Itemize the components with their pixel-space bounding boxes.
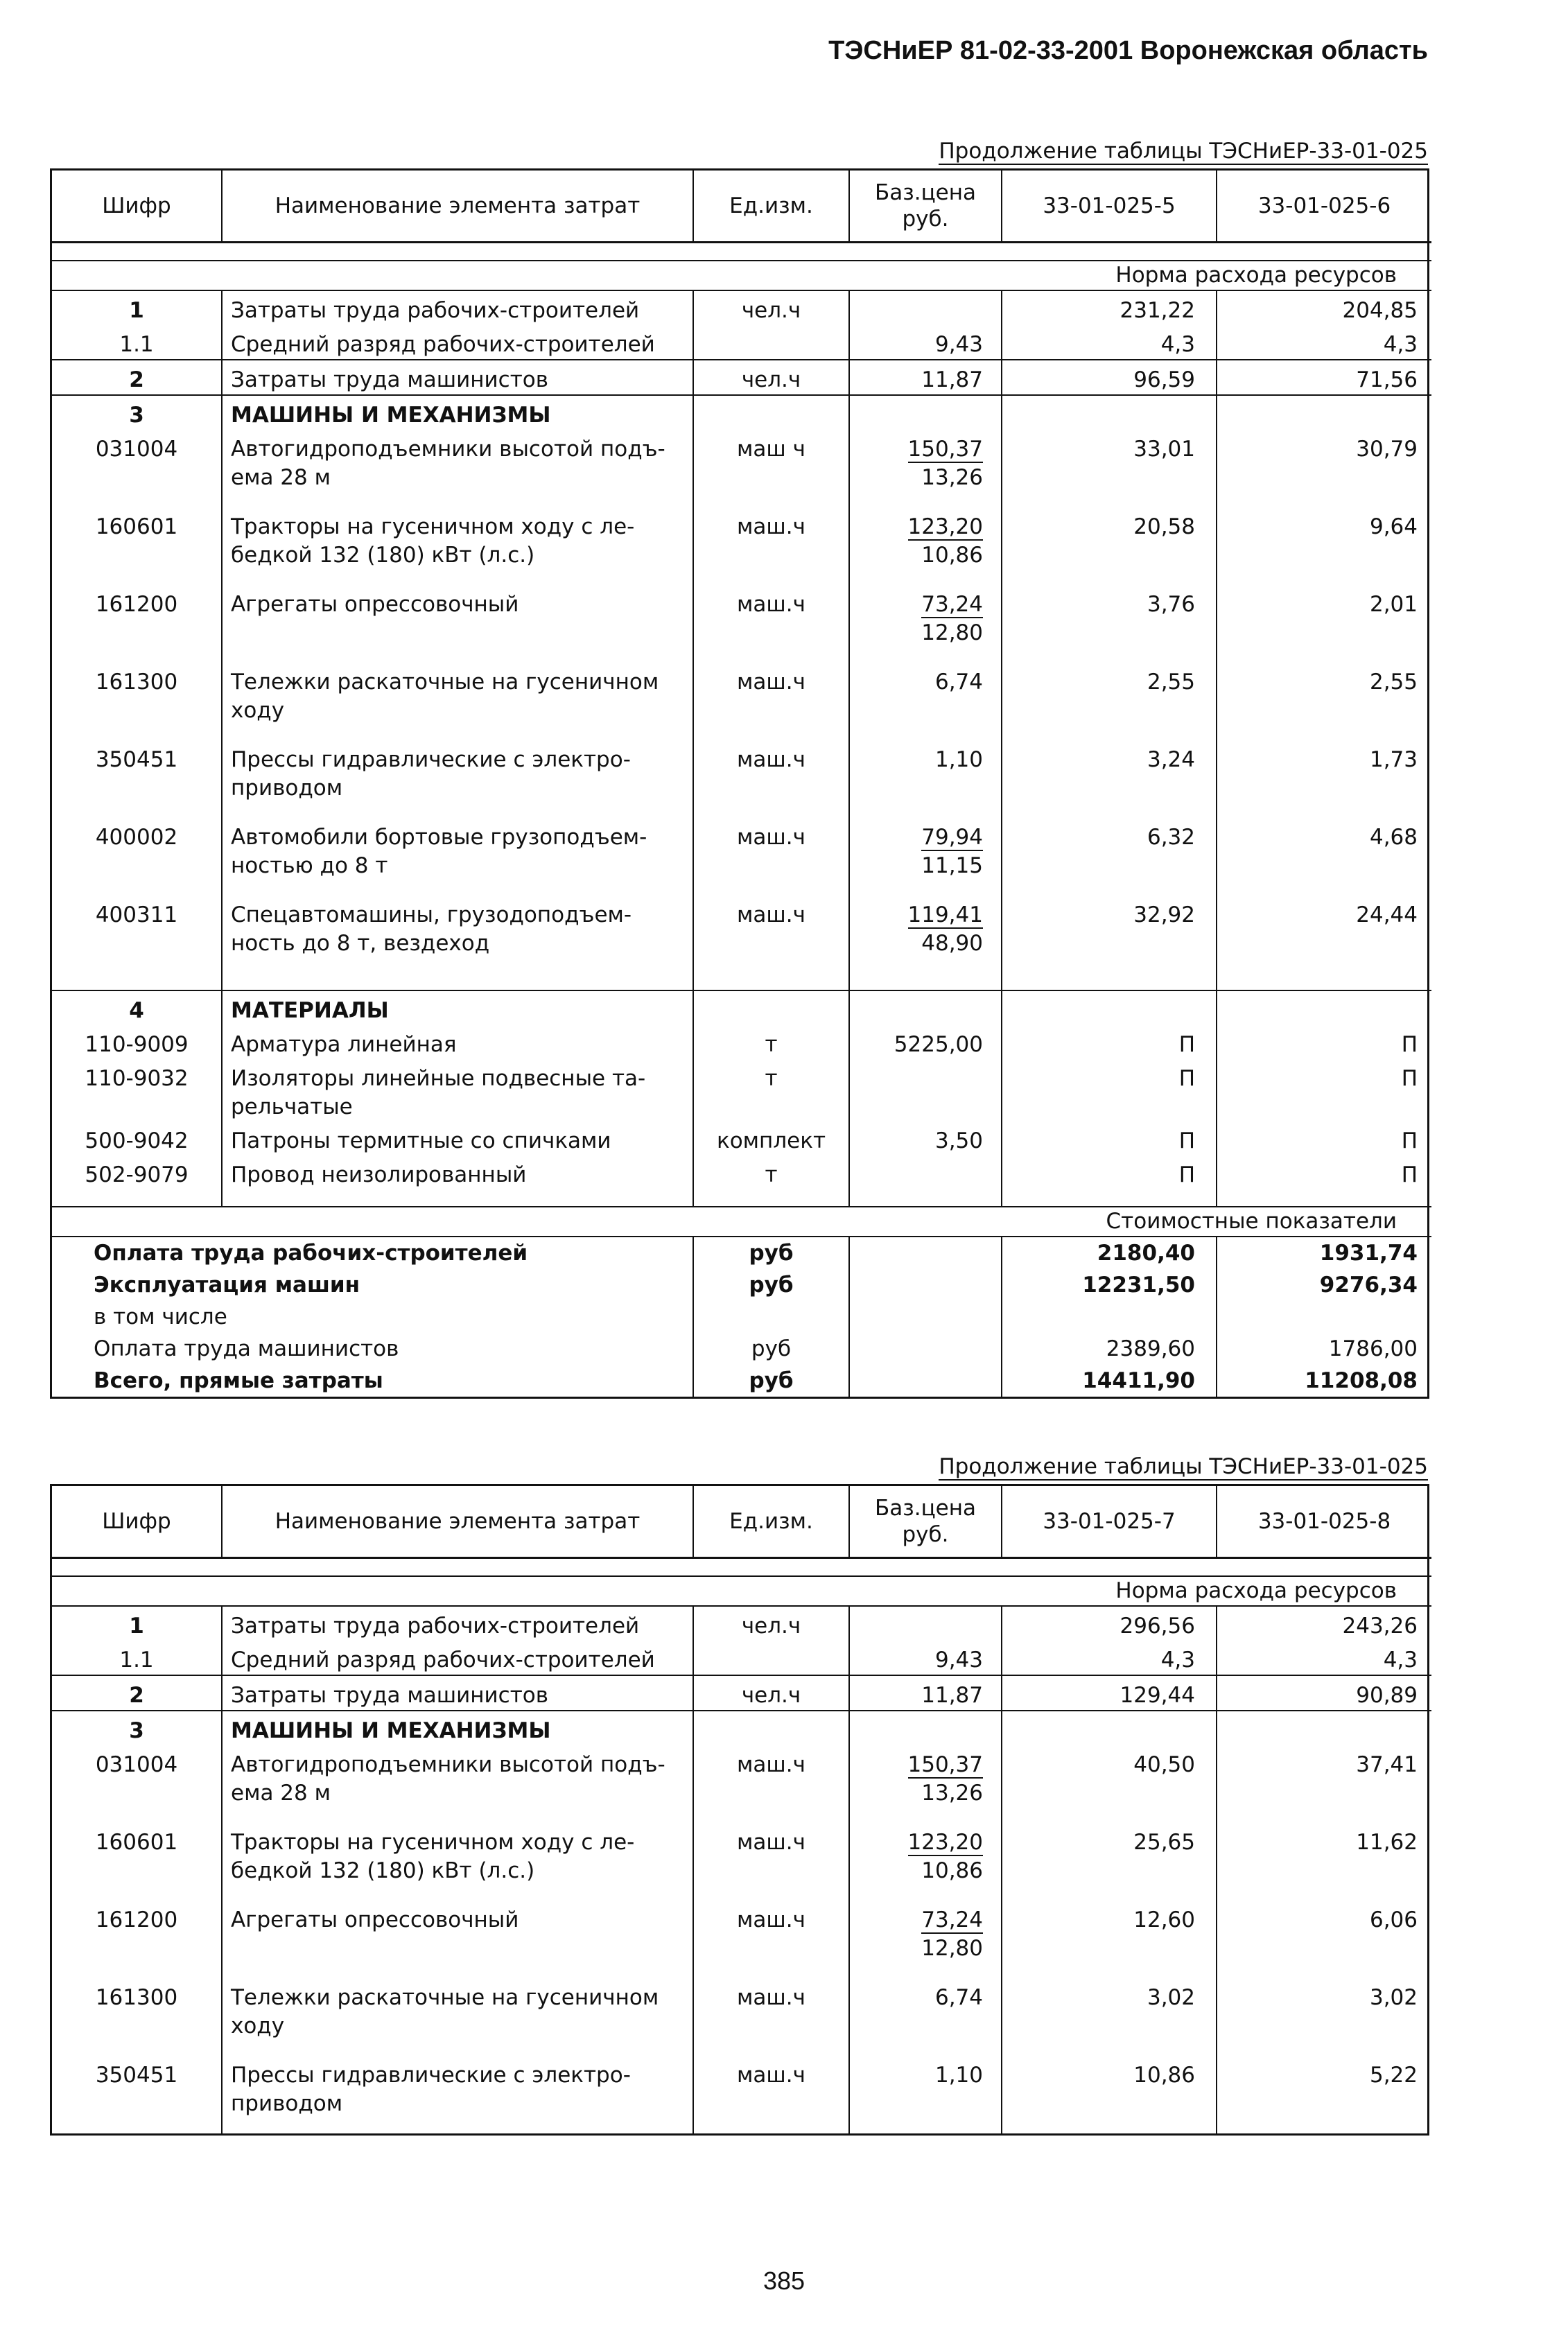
row-price [849, 663, 1002, 740]
row-price [849, 1978, 1002, 2056]
row-unit: маш.ч [693, 663, 849, 740]
column-header-name: Наименование элемента затрат [222, 171, 693, 243]
row-name-line2: бедкой 132 (180) кВт (л.с.) [231, 1858, 535, 1883]
row-name-line1: Прессы гидравлические с электро- [231, 2063, 631, 2088]
row-code: 350451 [95, 2063, 178, 2088]
row-value-b: 5,22 [1217, 2056, 1431, 2133]
summary-value-a: 14411,90 [1002, 1365, 1217, 1397]
row-name-line1: Автомобили бортовые грузоподъем- [231, 825, 647, 850]
machine-row [52, 896, 1431, 973]
summary-row [52, 1269, 1431, 1301]
row-name-line1: Агрегаты опрессовочный [231, 1907, 519, 1932]
row-value-a: 3,24 [1002, 740, 1217, 818]
row-price [849, 430, 1002, 507]
row-value-b: П [1217, 1059, 1431, 1121]
row-price-wage: 10,86 [921, 1858, 983, 1883]
column-header-unit: Ед.изм. [693, 1486, 849, 1558]
row-name [222, 507, 693, 585]
row-price-total: 6,74 [934, 670, 983, 695]
section-row-machines [52, 1711, 1431, 1745]
summary-unit: руб [693, 1365, 849, 1397]
row-value-a: 3,02 [1002, 1978, 1217, 2056]
row-unit: т [693, 1155, 849, 1189]
row-name [222, 1121, 693, 1155]
table-row [52, 1675, 1431, 1711]
row-price: 11,87 [849, 360, 1002, 395]
row-price-total: 73,24 [921, 1907, 983, 1932]
row-name [222, 1823, 693, 1901]
machine-row [52, 430, 1431, 507]
row-name-line1: Агрегаты опрессовочный [231, 592, 519, 617]
summary-row [52, 1333, 1431, 1365]
row-name [222, 1901, 693, 1978]
row-name-line1: Спецавтомашины, грузодоподъем- [231, 902, 632, 927]
row-price [849, 1059, 1002, 1121]
row-name-line2: ность до 8 т, вездеход [231, 931, 490, 956]
row-name-line1: Тележки раскаточные на гусеничном [231, 1985, 659, 2010]
row-price: 9,43 [849, 325, 1002, 360]
material-row [52, 1121, 1431, 1155]
machine-row [52, 1901, 1431, 1978]
table-header-row [52, 1486, 1431, 1558]
row-value-a: П [1002, 1121, 1217, 1155]
table-row [52, 360, 1431, 395]
row-price-total: 123,20 [907, 1830, 983, 1855]
row-unit: маш.ч [693, 585, 849, 663]
row-name: Затраты труда машинистов [222, 1675, 693, 1711]
row-value-a: 40,50 [1002, 1745, 1217, 1823]
row-value-a: 20,58 [1002, 507, 1217, 585]
row-price: 11,87 [849, 1675, 1002, 1711]
section-title: МАШИНЫ И МЕХАНИЗМЫ [222, 395, 693, 430]
summary-value-a: 2389,60 [1002, 1333, 1217, 1365]
row-unit: маш.ч [693, 1823, 849, 1901]
norm-header: Норма расхода ресурсов [52, 1576, 1431, 1606]
summary-unit: руб [693, 1333, 849, 1365]
row-code: 1 [129, 1614, 144, 1639]
row-price-wage: 13,26 [921, 465, 983, 490]
row-name-line2: ностью до 8 т [231, 853, 388, 878]
row-price [849, 507, 1002, 585]
row-name-line1: Автогидроподъемники высотой подъ- [231, 1752, 665, 1777]
row-price [849, 1606, 1002, 1641]
row-name [222, 740, 693, 818]
row-value-a: 2,55 [1002, 663, 1217, 740]
row-price-total: 150,37 [907, 1752, 983, 1777]
cost-header-row [52, 1207, 1431, 1237]
row-price-wage: 48,90 [921, 931, 983, 956]
column-header-code: Шифр [52, 171, 222, 243]
row-value-a: 32,92 [1002, 896, 1217, 973]
section-row-machines [52, 395, 1431, 430]
resource-table-1 [50, 168, 1429, 1399]
section-code: 3 [129, 1718, 144, 1743]
summary-price [849, 1301, 1002, 1333]
row-code: 400311 [95, 902, 178, 927]
row-value-a: 231,22 [1002, 290, 1217, 325]
row-code: 161200 [95, 1907, 178, 1932]
row-price-total: 1,10 [934, 747, 983, 772]
row-value-b: 2,55 [1217, 663, 1431, 740]
summary-label: Оплата труда рабочих-строителей [94, 1241, 528, 1266]
row-code: 1 [129, 298, 144, 323]
row-code: 160601 [95, 514, 178, 539]
norm-header-row [52, 1576, 1431, 1606]
machine-row [52, 1745, 1431, 1823]
row-code: 161300 [95, 670, 178, 695]
row-value-b: 6,06 [1217, 1901, 1431, 1978]
row-unit [693, 325, 849, 360]
row-unit: маш ч [693, 430, 849, 507]
row-value-a: 33,01 [1002, 430, 1217, 507]
section-row-materials [52, 990, 1431, 1025]
row-unit: маш.ч [693, 2056, 849, 2133]
row-unit: маш.ч [693, 740, 849, 818]
row-price [849, 1901, 1002, 1978]
row-code: 2 [52, 1675, 222, 1711]
row-value-a: 3,76 [1002, 585, 1217, 663]
summary-row [52, 1237, 1431, 1269]
row-name: Затраты труда машинистов [222, 360, 693, 395]
summary-unit: руб [693, 1269, 849, 1301]
summary-value-b: 1931,74 [1217, 1237, 1431, 1269]
row-value-a: П [1002, 1059, 1217, 1121]
row-value-b: 204,85 [1217, 290, 1431, 325]
row-value-b: П [1217, 1025, 1431, 1059]
section-code: 3 [129, 403, 144, 428]
row-name [222, 1059, 693, 1121]
row-name: Затраты труда рабочих-строителей [222, 1606, 693, 1641]
row-name-line1: Изоляторы линейные подвесные та- [231, 1066, 646, 1091]
row-name: Затраты труда рабочих-строителей [222, 290, 693, 325]
row-name-line1: Провод неизолированный [231, 1162, 527, 1187]
row-value-b: 2,01 [1217, 585, 1431, 663]
norm-header: Норма расхода ресурсов [52, 261, 1431, 290]
summary-value-a [1002, 1301, 1217, 1333]
row-unit: маш.ч [693, 1745, 849, 1823]
row-code: 502-9079 [85, 1162, 189, 1187]
table-row [52, 325, 1431, 360]
row-name [222, 663, 693, 740]
row-value-b: 71,56 [1217, 360, 1431, 395]
row-price-wage: 12,80 [921, 1936, 983, 1961]
row-price-wage: 12,80 [921, 620, 983, 645]
row-price [849, 585, 1002, 663]
row-name-line2: ема 28 м [231, 465, 331, 490]
machine-row [52, 818, 1431, 896]
row-name [222, 2056, 693, 2133]
row-value-b: 4,3 [1217, 325, 1431, 360]
row-value-b: П [1217, 1155, 1431, 1189]
row-code: 031004 [95, 1752, 178, 1777]
row-unit: чел.ч [693, 290, 849, 325]
row-unit: маш.ч [693, 507, 849, 585]
row-unit: т [693, 1059, 849, 1121]
row-value-a: П [1002, 1155, 1217, 1189]
row-code: 500-9042 [85, 1128, 189, 1153]
section-code: 4 [52, 990, 222, 1025]
row-unit: чел.ч [693, 360, 849, 395]
row-name-line2: ходу [231, 698, 285, 723]
summary-unit: руб [693, 1237, 849, 1269]
row-name [222, 1978, 693, 2056]
row-name: Средний разряд рабочих-строителей [222, 1641, 693, 1675]
row-unit: чел.ч [693, 1675, 849, 1711]
machine-row [52, 507, 1431, 585]
column-header-code: Шифр [52, 1486, 222, 1558]
row-value-b: 24,44 [1217, 896, 1431, 973]
row-unit: маш.ч [693, 1901, 849, 1978]
row-value-b: П [1217, 1121, 1431, 1155]
row-price-total: 6,74 [934, 1985, 983, 2010]
row-value-b: 243,26 [1217, 1606, 1431, 1641]
row-name-line2: бедкой 132 (180) кВт (л.с.) [231, 543, 535, 568]
row-name-line2: рельчатые [231, 1094, 353, 1119]
row-value-b: 9,64 [1217, 507, 1431, 585]
row-value-b: 4,68 [1217, 818, 1431, 896]
summary-label: Эксплуатация машин [94, 1273, 360, 1298]
row-price [849, 1155, 1002, 1189]
row-name [222, 1745, 693, 1823]
row-unit: т [693, 1025, 849, 1059]
summary-value-a: 2180,40 [1002, 1237, 1217, 1269]
row-price: 3,50 [849, 1121, 1002, 1155]
row-code: 350451 [95, 747, 178, 772]
row-code: 1.1 [119, 332, 154, 357]
row-value-b: 1,73 [1217, 740, 1431, 818]
column-header-price: Баз.цена руб. [849, 1486, 1002, 1558]
row-price-total: 1,10 [934, 2063, 983, 2088]
row-price [849, 1823, 1002, 1901]
row-unit: маш.ч [693, 818, 849, 896]
row-name-line1: Тележки раскаточные на гусеничном [231, 670, 659, 695]
summary-unit [693, 1301, 849, 1333]
row-unit: маш.ч [693, 896, 849, 973]
row-value-a: 96,59 [1002, 360, 1217, 395]
row-name [222, 818, 693, 896]
row-code: 110-9032 [85, 1066, 189, 1091]
row-name [222, 896, 693, 973]
page-number: 385 [763, 2267, 805, 2295]
summary-price [849, 1269, 1002, 1301]
row-value-a: 4,3 [1002, 1641, 1217, 1675]
row-unit: маш.ч [693, 1978, 849, 2056]
row-price-total: 123,20 [907, 514, 983, 539]
row-price [849, 1745, 1002, 1823]
row-name-line1: Патроны термитные со спичками [231, 1128, 611, 1153]
table-row [52, 290, 1431, 325]
row-value-a: 25,65 [1002, 1823, 1217, 1901]
row-name [222, 430, 693, 507]
summary-value-b [1217, 1301, 1431, 1333]
row-name-line2: ходу [231, 2014, 285, 2038]
summary-label: в том числе [94, 1304, 227, 1329]
table-row [52, 1641, 1431, 1675]
row-code: 400002 [95, 825, 178, 850]
cost-header: Стоимостные показатели [52, 1207, 1431, 1237]
row-value-b: 4,3 [1217, 1641, 1431, 1675]
row-price-total: 73,24 [921, 592, 983, 617]
norm-header-row [52, 261, 1431, 290]
row-code: 031004 [95, 437, 178, 462]
summary-label: Всего, прямые затраты [94, 1368, 383, 1393]
row-price [849, 740, 1002, 818]
machine-row [52, 585, 1431, 663]
row-price: 9,43 [849, 1641, 1002, 1675]
row-code: 2 [52, 360, 222, 395]
row-name [222, 585, 693, 663]
row-name-line1: Арматура линейная [231, 1032, 457, 1057]
summary-price [849, 1237, 1002, 1269]
row-name: Средний разряд рабочих-строителей [222, 325, 693, 360]
machine-row [52, 663, 1431, 740]
row-value-b: 30,79 [1217, 430, 1431, 507]
row-name-line1: Тракторы на гусеничном ходу с ле- [231, 1830, 635, 1855]
machine-row [52, 2056, 1431, 2133]
row-price-total: 150,37 [907, 437, 983, 462]
row-value-b: 90,89 [1217, 1675, 1431, 1711]
row-value-b: 37,41 [1217, 1745, 1431, 1823]
row-price-total: 119,41 [907, 902, 983, 927]
machine-row [52, 1978, 1431, 2056]
machine-row [52, 740, 1431, 818]
row-value-b: 11,62 [1217, 1823, 1431, 1901]
summary-row [52, 1301, 1431, 1333]
table-header-row [52, 171, 1431, 243]
row-name [222, 1155, 693, 1189]
row-value-a: 10,86 [1002, 2056, 1217, 2133]
row-price-wage: 11,15 [921, 853, 983, 878]
row-value-a: 4,3 [1002, 325, 1217, 360]
row-price [849, 2056, 1002, 2133]
column-header-price: Баз.цена руб. [849, 171, 1002, 243]
summary-row [52, 1365, 1431, 1397]
row-value-a: П [1002, 1025, 1217, 1059]
row-price [849, 290, 1002, 325]
machine-row [52, 1823, 1431, 1901]
summary-value-b: 11208,08 [1217, 1365, 1431, 1397]
row-code: 161200 [95, 592, 178, 617]
column-header-name: Наименование элемента затрат [222, 1486, 693, 1558]
row-name-line1: Прессы гидравлические с электро- [231, 747, 631, 772]
row-code: 1.1 [119, 1648, 154, 1673]
row-name [222, 1025, 693, 1059]
row-value-a: 6,32 [1002, 818, 1217, 896]
section-title: МАТЕРИАЛЫ [222, 990, 693, 1025]
summary-price [849, 1333, 1002, 1365]
row-value-a: 129,44 [1002, 1675, 1217, 1711]
row-price-total: 79,94 [921, 825, 983, 850]
resource-table-2 [50, 1484, 1429, 2136]
material-row [52, 1059, 1431, 1121]
row-unit: чел.ч [693, 1606, 849, 1641]
row-name-line2: приводом [231, 776, 343, 801]
summary-value-b: 9276,34 [1217, 1269, 1431, 1301]
page-header: ТЭСНиЕР 81-02-33-2001 Воронежская область [828, 36, 1428, 65]
column-header-b: 33-01-025-8 [1217, 1486, 1431, 1558]
row-code: 160601 [95, 1830, 178, 1855]
table2-caption: Продолжение таблицы ТЭСНиЕР-33-01-025 [939, 1454, 1428, 1479]
row-code: 161300 [95, 1985, 178, 2010]
section-title: МАШИНЫ И МЕХАНИЗМЫ [222, 1711, 693, 1745]
row-value-a: 296,56 [1002, 1606, 1217, 1641]
row-unit [693, 1641, 849, 1675]
row-price [849, 818, 1002, 896]
row-name-line1: Автогидроподъемники высотой подъ- [231, 437, 665, 462]
material-row [52, 1155, 1431, 1189]
row-value-b: 3,02 [1217, 1978, 1431, 2056]
column-header-unit: Ед.изм. [693, 171, 849, 243]
table-row [52, 1606, 1431, 1641]
row-value-a: 12,60 [1002, 1901, 1217, 1978]
summary-value-b: 1786,00 [1217, 1333, 1431, 1365]
summary-label: Оплата труда машинистов [94, 1336, 399, 1361]
row-code: 110-9009 [85, 1032, 189, 1057]
summary-value-a: 12231,50 [1002, 1269, 1217, 1301]
row-price [849, 896, 1002, 973]
column-header-a: 33-01-025-7 [1002, 1486, 1217, 1558]
column-header-b: 33-01-025-6 [1217, 171, 1431, 243]
column-header-a: 33-01-025-5 [1002, 171, 1217, 243]
row-name-line2: приводом [231, 2091, 343, 2116]
summary-price [849, 1365, 1002, 1397]
row-unit: комплект [693, 1121, 849, 1155]
row-name-line1: Тракторы на гусеничном ходу с ле- [231, 514, 635, 539]
material-row [52, 1025, 1431, 1059]
row-price-wage: 10,86 [921, 543, 983, 568]
row-name-line2: ема 28 м [231, 1781, 331, 1806]
table1-caption: Продолжение таблицы ТЭСНиЕР-33-01-025 [939, 139, 1428, 164]
row-price: 5225,00 [849, 1025, 1002, 1059]
row-price-wage: 13,26 [921, 1781, 983, 1806]
